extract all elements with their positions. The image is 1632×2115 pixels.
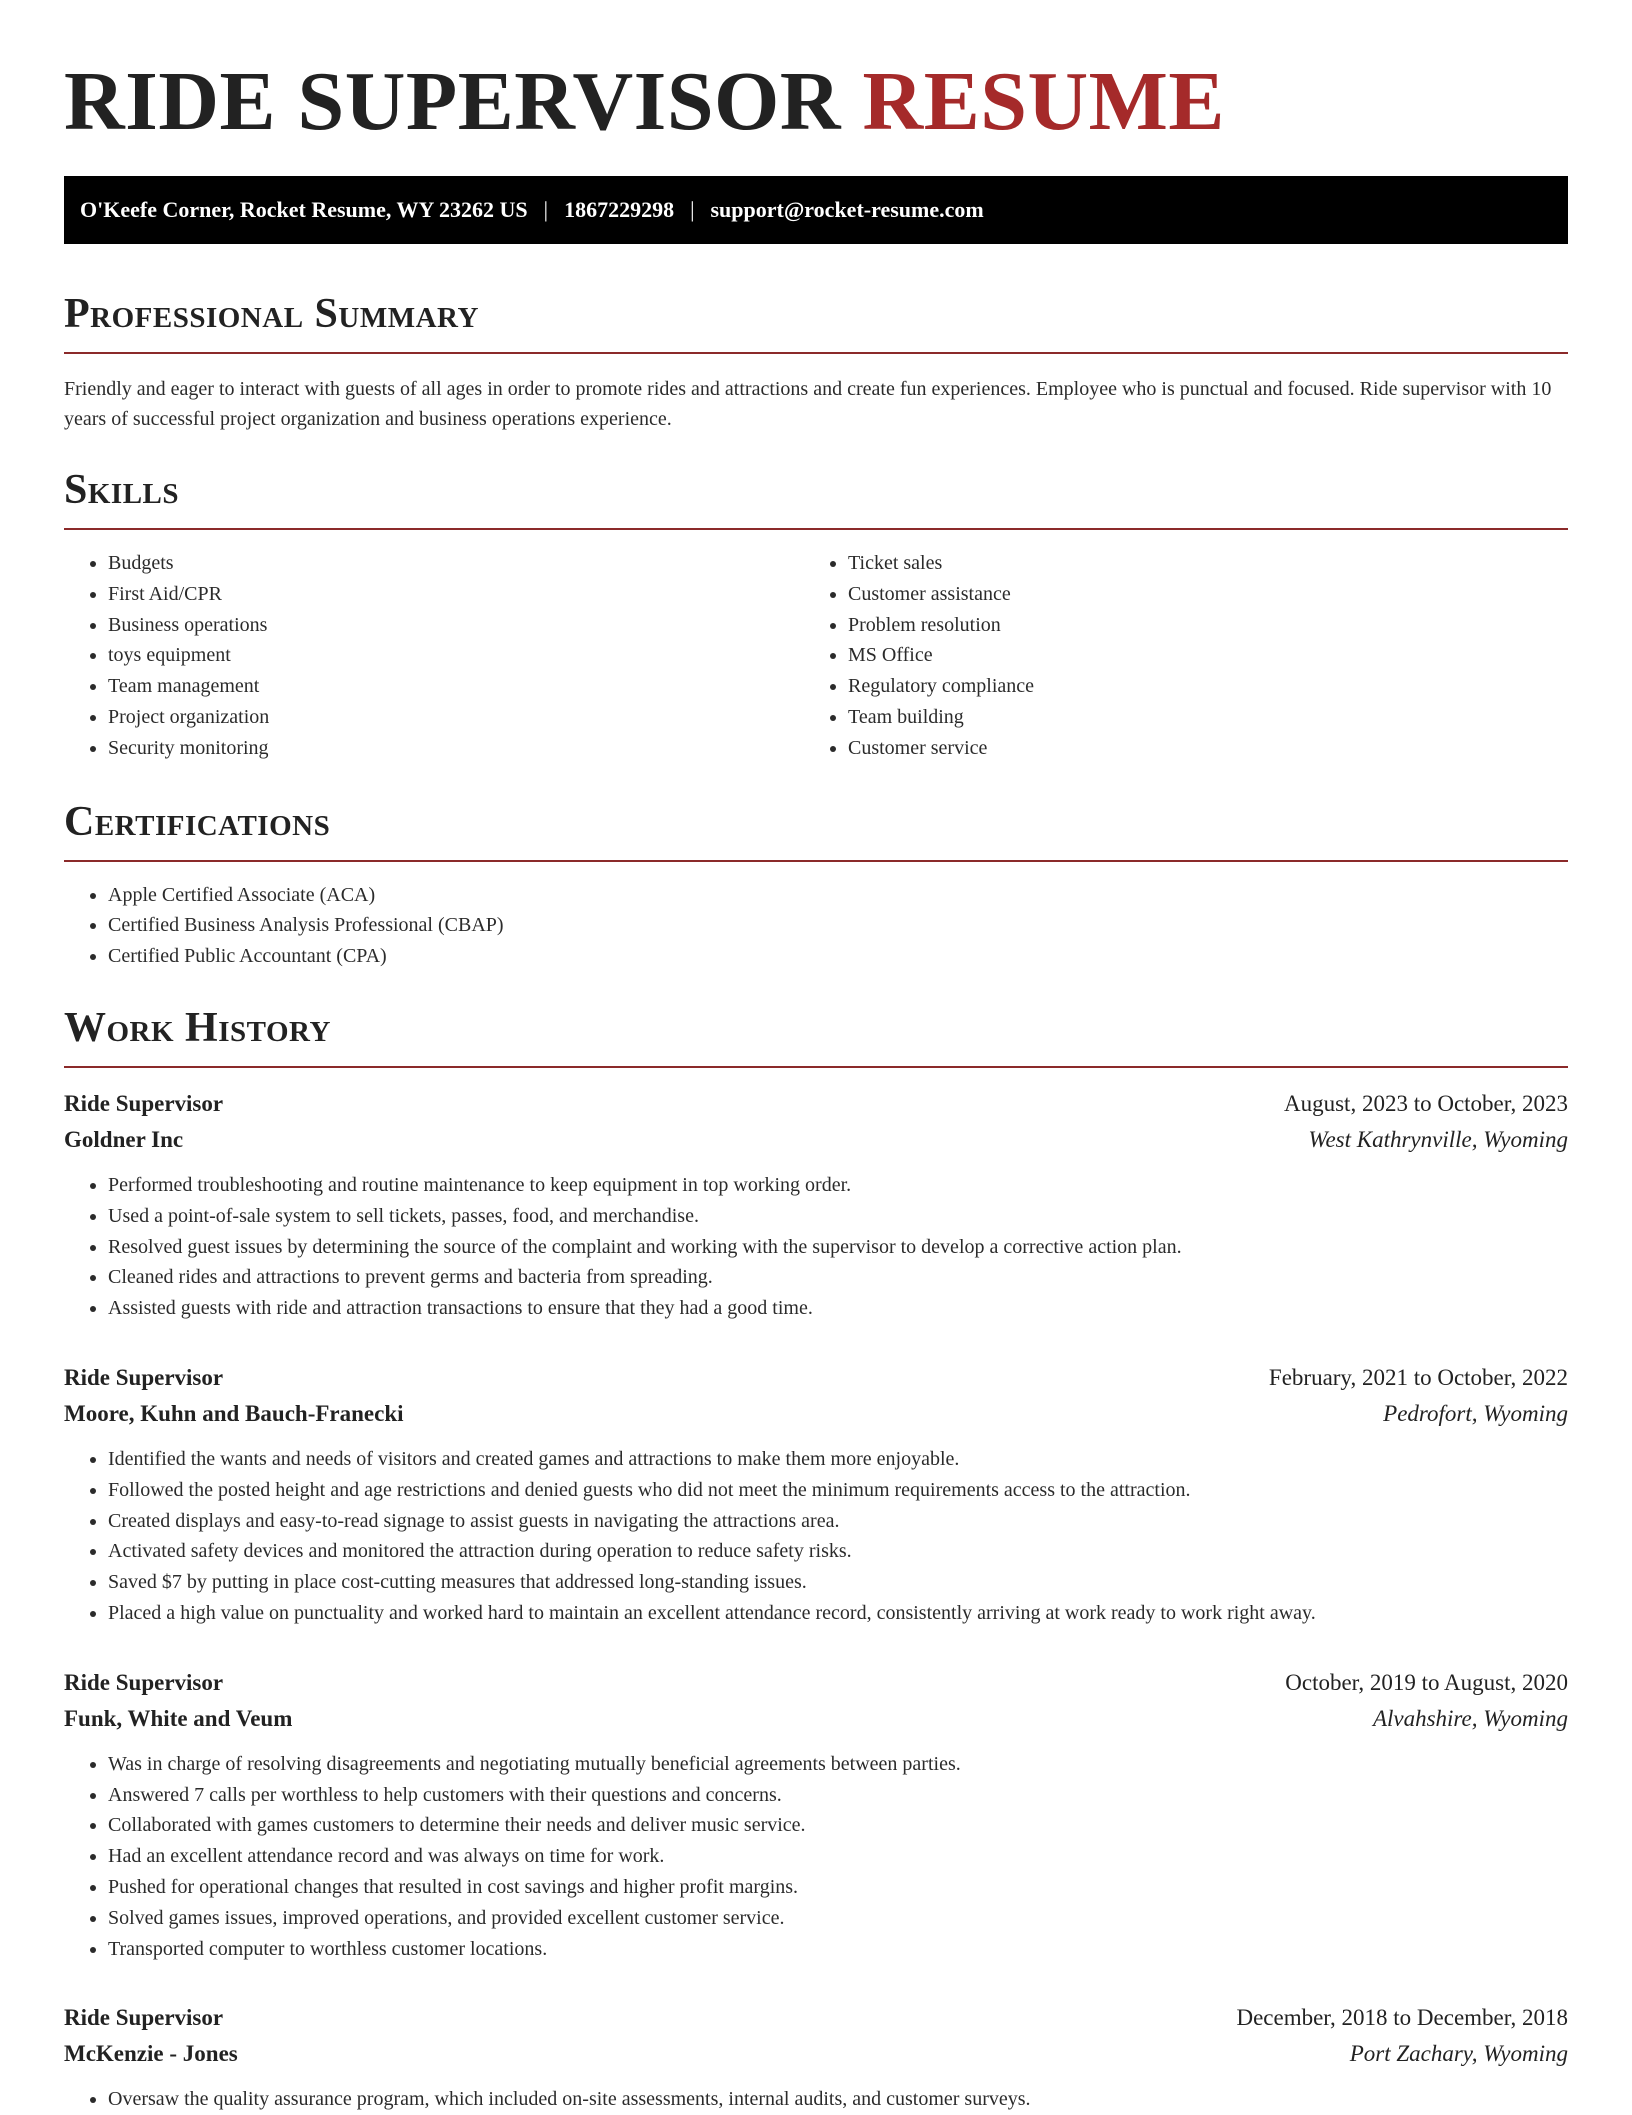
job-title: Ride Supervisor: [64, 1090, 224, 1116]
job-bullet: • Was in charge of resolving disagreements and negotiating mutually beneficial agreements between parties.: [108, 1749, 1568, 1780]
summary-text: Friendly and eager to interact with guests of all ages in order to promote rides and attractions and create fun experiences. Employee who is punctual and focused. Ride supervisor with 10 years of successful project organization and business operations experience.: [64, 378, 1552, 430]
job-bullet-list: [64, 2084, 1568, 2115]
job-company-row: [64, 1701, 1568, 1737]
skill-item: • MS Office: [848, 640, 1544, 671]
job-company-row: [64, 1396, 1568, 1432]
job-bullet: • Solved games issues, improved operations, and provided excellent customer service.: [108, 1903, 1568, 1934]
skill-item: • Regulatory compliance: [848, 671, 1544, 702]
job-location: West Kathrynville, Wyoming: [1308, 1126, 1568, 1152]
job-bullet: • Collaborated with games customers to determine their needs and deliver music service.: [108, 1810, 1568, 1841]
skill-item: • Budgets: [108, 548, 804, 579]
job-bullet: • Transported computer to worthless customer locations.: [108, 1934, 1568, 1965]
skills-right-list: [804, 548, 1544, 764]
job-dates: February, 2021 to October, 2022: [1268, 1364, 1568, 1390]
job-header-row: [64, 2000, 1568, 2036]
contact-separator: |: [690, 197, 695, 222]
job-company: Funk, White and Veum: [64, 1705, 293, 1731]
skill-item: • Project organization: [108, 702, 804, 733]
skill-item: • Team management: [108, 671, 804, 702]
certification-item: • Apple Certified Associate (ACA): [108, 880, 1568, 911]
summary-section: [64, 286, 1568, 434]
job-bullet: • Placed a high value on punctuality and worked hard to maintain an excellent attendance record, consistently arriving at work ready to work right away.: [108, 1598, 1568, 1629]
certifications-list: [64, 880, 1568, 972]
resume-title: [64, 0, 1568, 152]
job-bullet: • Pushed for operational changes that resulted in cost savings and higher profit margins.: [108, 1872, 1568, 1903]
job-entry: [64, 1360, 1568, 1629]
title-accent: RESUME: [862, 55, 1225, 148]
certification-item: • Certified Public Accountant (CPA): [108, 941, 1568, 972]
certifications-heading: Certifications: [64, 794, 1568, 862]
job-company: McKenzie - Jones: [64, 2041, 238, 2067]
contact-email: support@rocket-resume.com: [710, 197, 984, 222]
certification-item: • Certified Business Analysis Professional (CBAP): [108, 910, 1568, 941]
skills-columns: [64, 548, 1568, 764]
skill-item: • Business operations: [108, 610, 804, 641]
job-company: Goldner Inc: [64, 1126, 184, 1152]
skill-item: • Ticket sales: [848, 548, 1544, 579]
job-header-row: [64, 1665, 1568, 1701]
certifications-section: [64, 794, 1568, 972]
skill-item: • Customer assistance: [848, 579, 1544, 610]
job-entry: [64, 1086, 1568, 1324]
job-bullet: • Performed troubleshooting and routine maintenance to keep equipment in top working order.: [108, 1170, 1568, 1201]
job-company: Moore, Kuhn and Bauch-Franecki: [64, 1400, 404, 1426]
job-bullet: • Identified the wants and needs of visitors and created games and attractions to make them more enjoyable.: [108, 1444, 1568, 1475]
skill-item: • Team building: [848, 702, 1544, 733]
job-title: Ride Supervisor: [64, 1669, 224, 1695]
job-bullet: • Followed the posted height and age restrictions and denied guests who did not meet the minimum requirements access to the attraction.: [108, 1475, 1568, 1506]
skill-item: • First Aid/CPR: [108, 579, 804, 610]
job-entry: [64, 1665, 1568, 1965]
contact-address: O'Keefe Corner, Rocket Resume, WY 23262 US: [80, 197, 528, 222]
title-main: RIDE SUPERVISOR: [64, 55, 842, 148]
job-dates: October, 2019 to August, 2020: [1285, 1669, 1568, 1695]
job-entry: [64, 2000, 1568, 2115]
contact-bar: [64, 176, 1568, 244]
job-company-row: [64, 2036, 1568, 2072]
job-company-row: [64, 1122, 1568, 1158]
job-bullet-list: [64, 1170, 1568, 1324]
job-dates: December, 2018 to December, 2018: [1236, 2005, 1568, 2031]
job-location: Alvahshire, Wyoming: [1372, 1705, 1568, 1731]
job-header-row: [64, 1360, 1568, 1396]
skills-heading: Skills: [64, 462, 1568, 530]
skills-right-column: [804, 548, 1544, 764]
skill-item: • Security monitoring: [108, 733, 804, 764]
skills-left-column: [64, 548, 804, 764]
job-bullet: • Had an excellent attendance record and was always on time for work.: [108, 1841, 1568, 1872]
job-bullet: • Saved $7 by putting in place cost-cutting measures that addressed long-standing issues.: [108, 1567, 1568, 1598]
summary-heading: Professional Summary: [64, 286, 1568, 354]
job-bullet: • Answered 7 calls per worthless to help customers with their questions and concerns.: [108, 1780, 1568, 1811]
job-title: Ride Supervisor: [64, 1364, 224, 1390]
job-bullet: • Activated safety devices and monitored the attraction during operation to reduce safety risks.: [108, 1536, 1568, 1567]
work-history-section: [64, 1000, 1568, 2115]
job-header-row: [64, 1086, 1568, 1122]
job-location: Pedrofort, Wyoming: [1383, 1400, 1568, 1426]
skill-item: • toys equipment: [108, 640, 804, 671]
job-location: Port Zachary, Wyoming: [1349, 2041, 1568, 2067]
skill-item: • Problem resolution: [848, 610, 1544, 641]
job-dates: August, 2023 to October, 2023: [1284, 1090, 1568, 1116]
contact-phone: 1867229298: [564, 197, 675, 222]
job-title: Ride Supervisor: [64, 2005, 224, 2031]
job-bullet-list: [64, 1749, 1568, 1965]
job-bullet: • Cleaned rides and attractions to prevent germs and bacteria from spreading.: [108, 1262, 1568, 1293]
job-bullet: • Used a point-of-sale system to sell tickets, passes, food, and merchandise.: [108, 1201, 1568, 1232]
job-bullet: • Assisted guests with ride and attraction transactions to ensure that they had a good time.: [108, 1293, 1568, 1324]
job-bullet: • Created displays and easy-to-read signage to assist guests in navigating the attractions area.: [108, 1506, 1568, 1537]
work-history-heading: Work History: [64, 1000, 1568, 1068]
skill-item: • Customer service: [848, 733, 1544, 764]
job-bullet: • Resolved guest issues by determining the source of the complaint and working with the supervisor to develop a corrective action plan.: [108, 1232, 1568, 1263]
job-bullet: • Oversaw the quality assurance program, which included on-site assessments, internal audits, and customer surveys.: [108, 2084, 1568, 2115]
resume-page: [64, 0, 1568, 2115]
skills-left-list: [64, 548, 804, 764]
job-bullet-list: [64, 1444, 1568, 1629]
contact-separator: |: [543, 197, 549, 222]
skills-section: [64, 462, 1568, 764]
